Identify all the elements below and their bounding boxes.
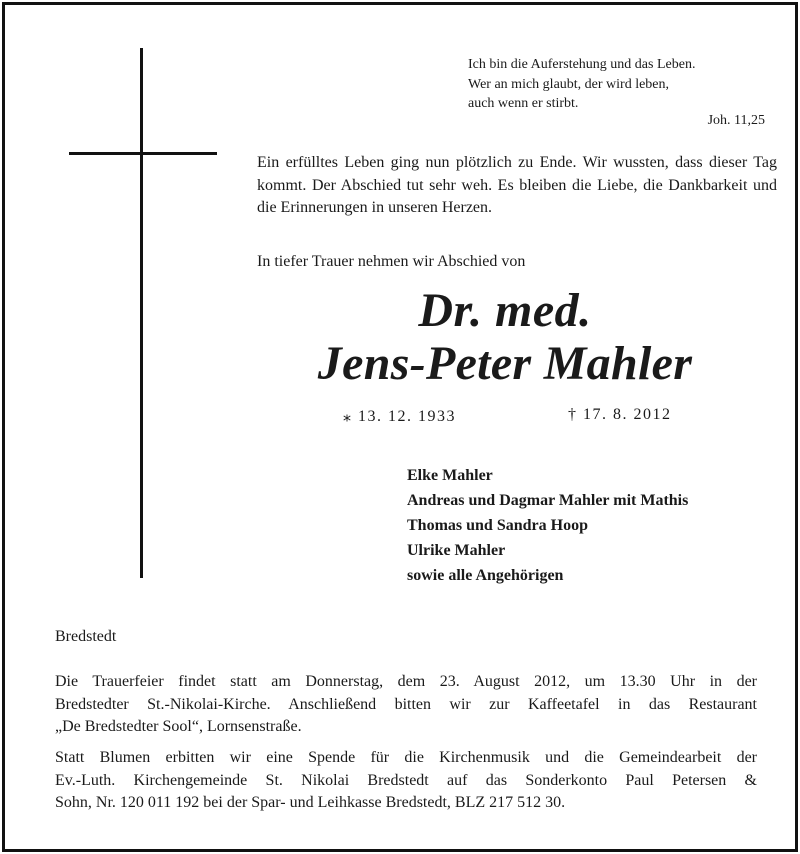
- funeral-line: Bredstedter St.-Nikolai-Kirche. Anschließend bitten wir zur Kaffeetafel in das Restaurant: [55, 695, 757, 713]
- family-member: Elke Mahler: [407, 467, 493, 484]
- family-list: [407, 463, 688, 588]
- deceased-name: Jens-Peter Mahler: [317, 337, 693, 390]
- deceased-name-block: [255, 285, 755, 391]
- verse-line: Wer an mich glaubt, der wird leben,: [468, 76, 670, 92]
- verse-line: Ich bin die Auferstehung und das Leben.: [468, 57, 696, 72]
- obituary-notice: [2, 2, 798, 852]
- family-member: Andreas und Dagmar Mahler mit Mathis: [407, 492, 689, 509]
- donation-line: Ev.-Luth. Kirchengemeinde St. Nikolai Bredstedt auf das Sonderkonto Paul Petersen &: [55, 771, 757, 789]
- family-member: Ulrike Mahler: [407, 542, 506, 559]
- death-date: † 17. 8. 2012: [568, 406, 672, 423]
- birth-date: ⁎ 13. 12. 1933: [343, 408, 456, 425]
- intro-text: Ein erfülltes Leben ging nun plötzlich zu Ende. Wir wussten, dass dieser Tag kommt. Der Abschied tut sehr weh. Es bleiben die Liebe, die Dankbarkeit und die Erinnerungen in unseren Herzen.: [257, 154, 777, 216]
- place-name: Bredstedt: [55, 628, 117, 645]
- bible-verse: [468, 55, 788, 114]
- donation-paragraph: [55, 747, 757, 815]
- cross-icon-vertical: [140, 48, 143, 578]
- donation-line: Statt Blumen erbitten wir eine Spende für die Kirchenmusik und die Gemeindearbeit der: [55, 749, 757, 766]
- family-member: Thomas und Sandra Hoop: [407, 517, 588, 534]
- farewell-line: In tiefer Trauer nehmen wir Abschied von: [257, 253, 526, 270]
- verse-reference: Joh. 11,25: [707, 113, 765, 128]
- family-member: sowie alle Angehörigen: [407, 567, 564, 584]
- donation-line: Sohn, Nr. 120 011 192 bei der Spar- und Leihkasse Bredstedt, BLZ 217 512 30.: [55, 794, 566, 811]
- funeral-line: „De Bredstedter Sool“, Lornsenstraße.: [55, 718, 302, 735]
- funeral-paragraph: [55, 671, 757, 739]
- funeral-line: Die Trauerfeier findet statt am Donnerstag, dem 23. August 2012, um 13.30 Uhr in der: [55, 673, 757, 690]
- verse-line: auch wenn er stirbt.: [468, 96, 579, 111]
- deceased-title: Dr. med.: [418, 284, 592, 337]
- cross-icon-horizontal: [69, 152, 217, 155]
